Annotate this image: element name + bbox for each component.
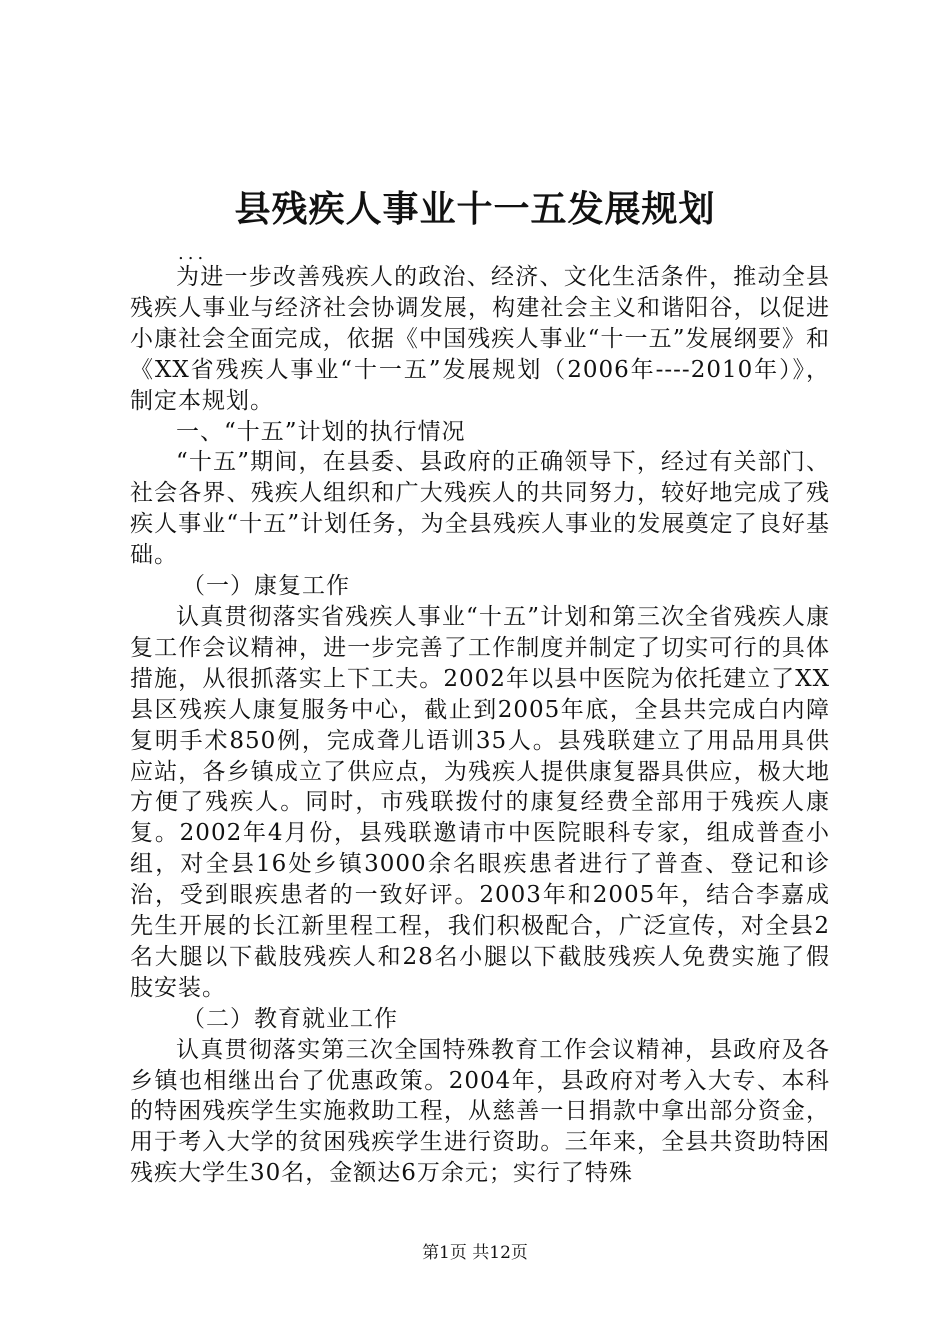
page-footer: 第1页 共12页 (422, 1243, 528, 1263)
paragraph-rehabilitation: 认真贯彻落实省残疾人事业“十五”计划和第三次全省残疾人康复工作会议精神，进一步完善了工作制度并制定了切实可行的具体措施，从很抓落实上下工夫。2002年以县中医院为依托建立了XX县区残疾人康复服务中心，截止到2005年底，全县共完成白内障复明手术850例，完成聋儿语训35人。县残联建立了用品用具供应站，各乡镇成立了供应点，为残疾人提供康复器具供应，极大地方便了残疾人。同时，市残联拨付的康复经费全部用于残疾人康复。2002年4月份，县残联邀请市中医院眼科专家，组成普查小组，对全县16处乡镇3000余名眼疾患者进行了普查、登记和诊治，受到眼疾患者的一致好评。2003年和2005年，结合李嘉成先生开展的长江新里程工程，我们积极配合，广泛宣传，对全县2名大腿以下截肢残疾人和28名小腿以下截肢残疾人免费实施了假肢安装。 (130, 603, 830, 1001)
ellipsis-marker: ... (178, 243, 208, 264)
subsection-heading-education: （二）教育就业工作 (182, 1005, 398, 1032)
paragraph-education: 认真贯彻落实第三次全国特殊教育工作会议精神，县政府及各乡镇也相继出台了优惠政策。2004年，县政府对考入大专、本科的特困残疾学生实施救助工程，从慈善一日捐款中拿出部分资金，用于考入大学的贫困残疾学生进行资助。三年来，全县共资助特困残疾大学生30名，金额达6万余元；实行了特殊 (130, 1036, 830, 1187)
document-body (130, 262, 830, 1189)
paragraph-overview: “十五”期间，在县委、县政府的正确领导下，经过有关部门、社会各界、残疾人组织和广大残疾人的共同努力，较好地完成了残疾人事业“十五”计划任务，为全县残疾人事业的发展奠定了良好基础。 (130, 449, 830, 569)
paragraph-intro: 为进一步改善残疾人的政治、经济、文化生活条件，推动全县残疾人事业与经济社会协调发展，构建社会主义和谐阳谷，以促进小康社会全面完成，依据《中国残疾人事业“十一五”发展纲要》和《XX省残疾人事业“十一五”发展规划（2006年----2010年）》，制定本规划。 (130, 264, 830, 414)
section-heading: 一、“十五”计划的执行情况 (176, 418, 466, 445)
document-title: 县残疾人事业十一五发展规划 (234, 188, 716, 230)
subsection-heading-rehabilitation: （一）康复工作 (182, 573, 350, 600)
